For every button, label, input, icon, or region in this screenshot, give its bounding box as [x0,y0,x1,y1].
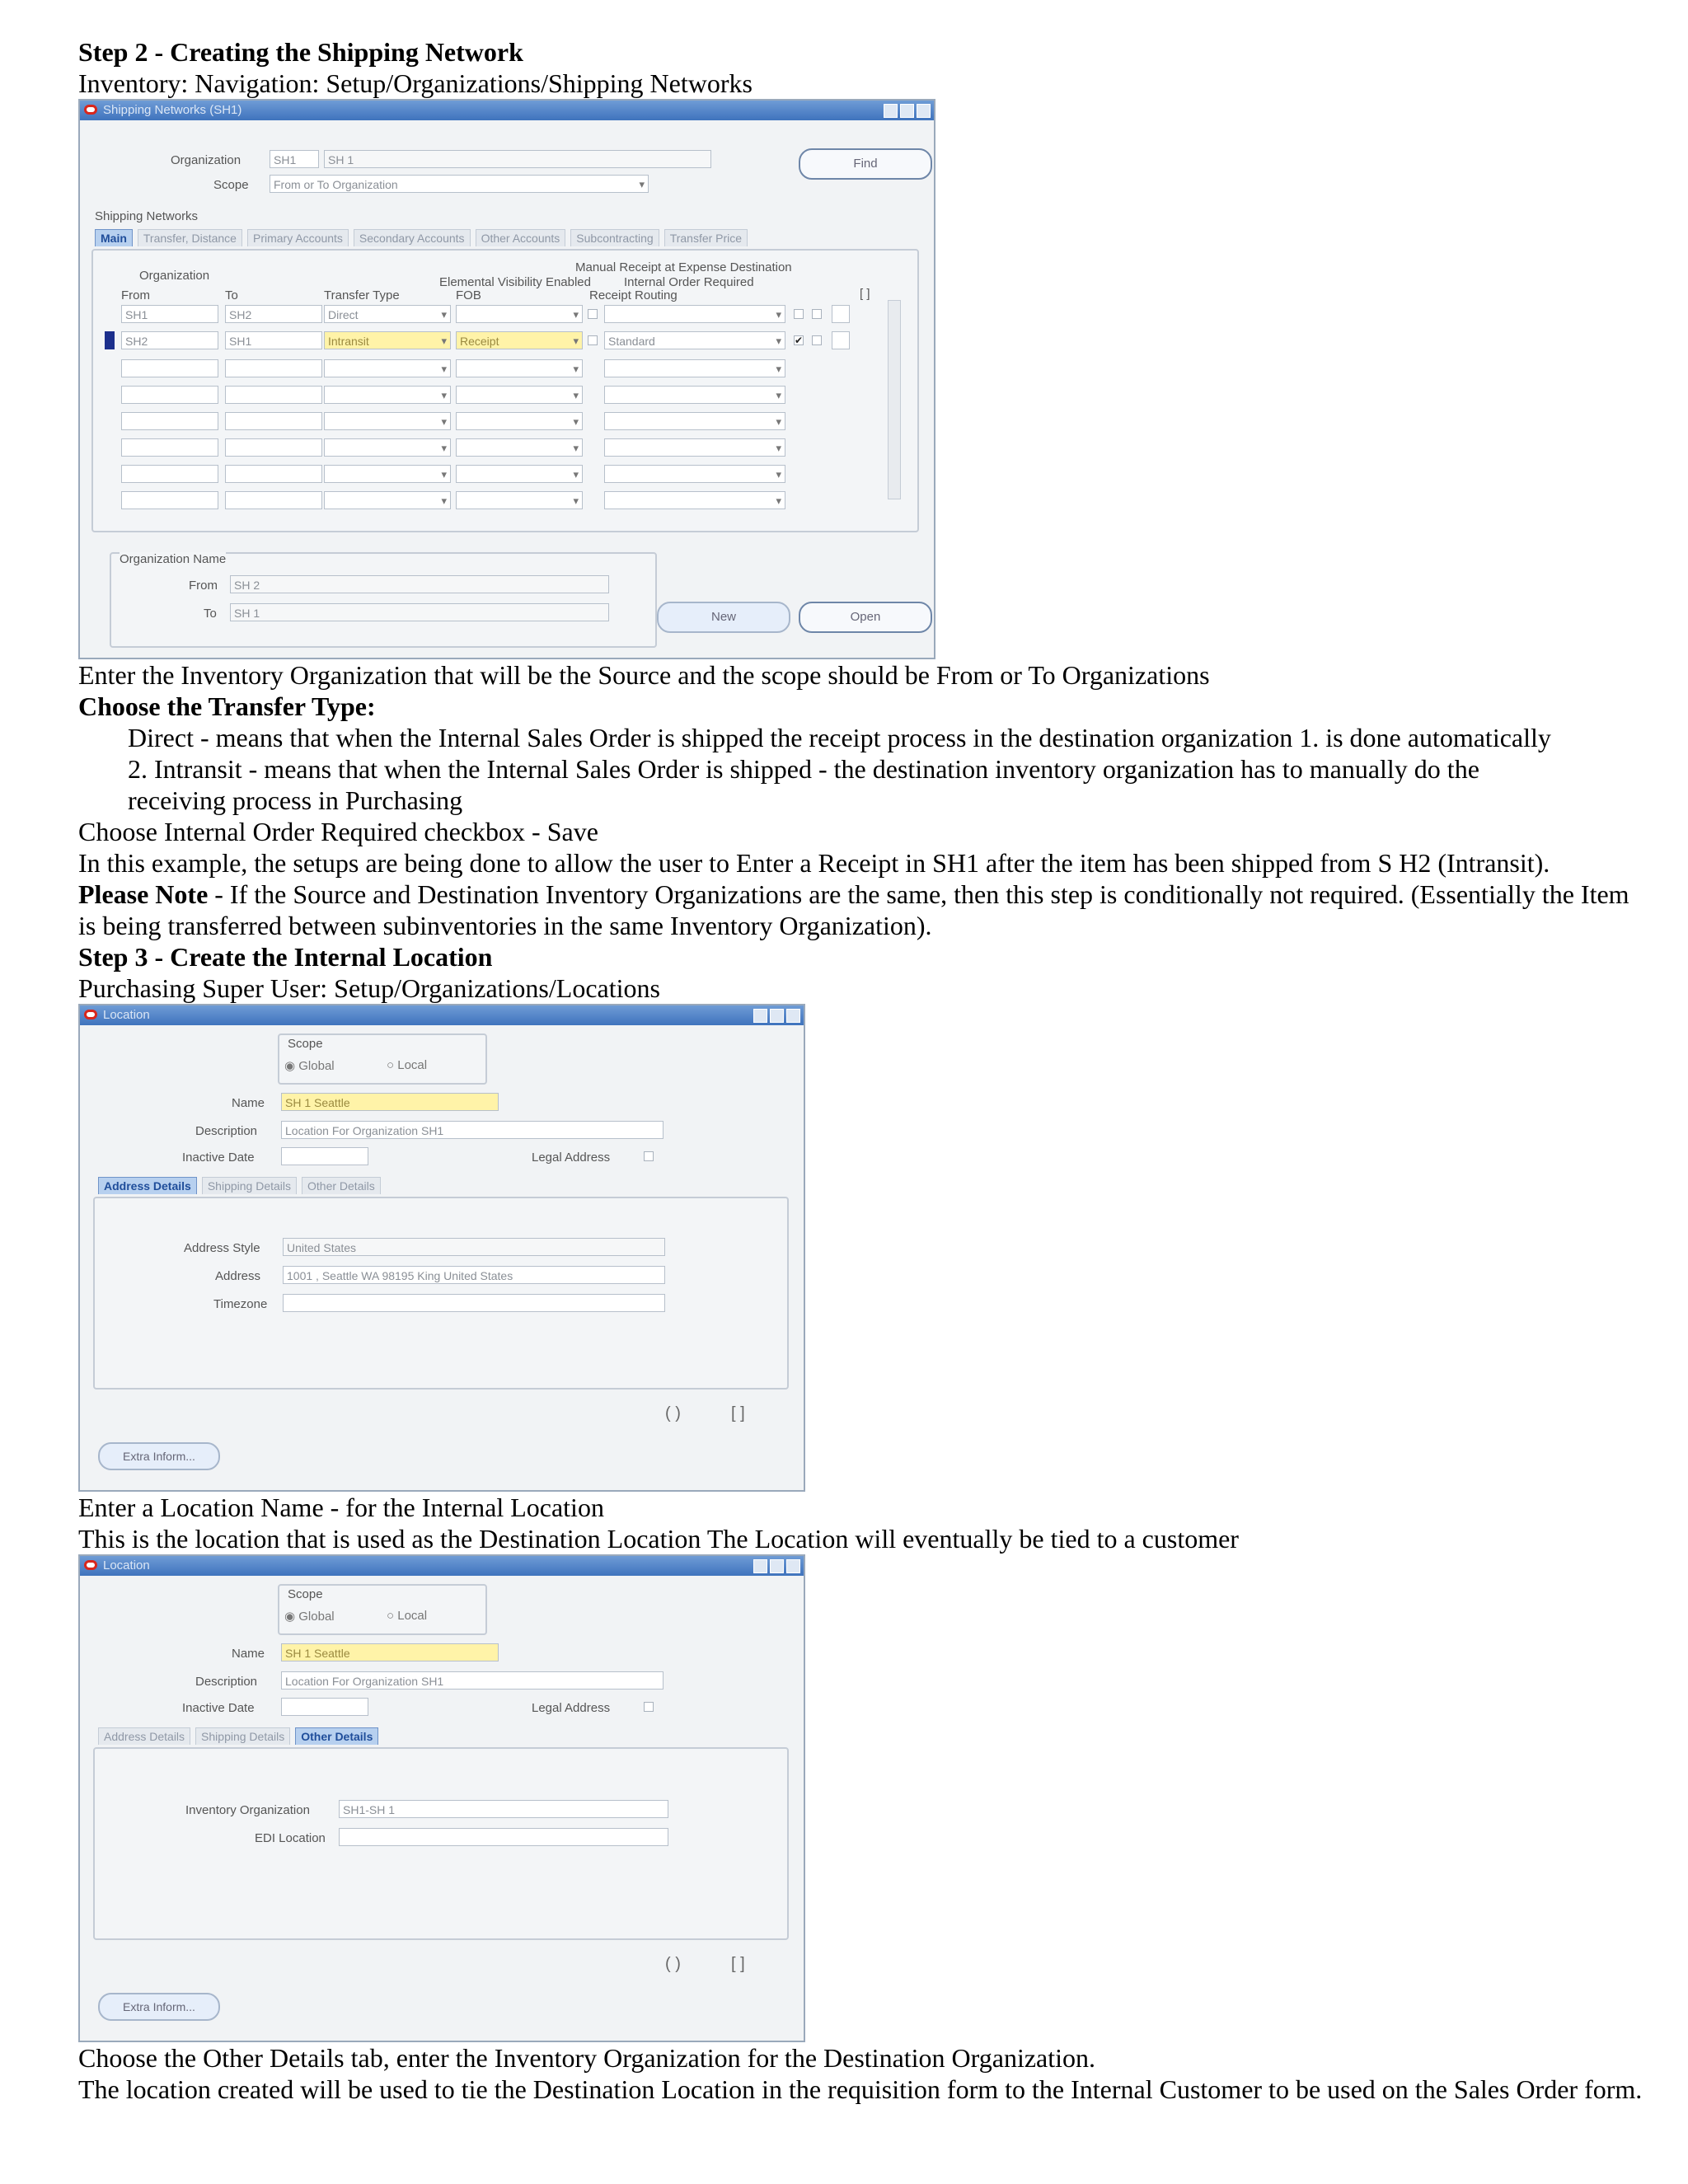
empty-cell[interactable] [456,412,583,430]
internal-order-header: Internal Order Required [624,275,754,289]
local-radio[interactable]: ○ Local [387,1609,428,1623]
name-field[interactable]: SH 1 Seattle [281,1093,499,1111]
address-style-label: Address Style [184,1241,260,1255]
window-title: Location [103,1008,150,1022]
step2-heading: Step 2 - Creating the Shipping Network [78,37,523,67]
choose-other-details-text: Choose the Other Details tab, enter the Inventory Organization for the Destination Organization. [78,2043,1096,2073]
step2-nav-path: Inventory: Navigation: Setup/Organizations/Shipping Networks [78,68,753,98]
legal-address-label: Legal Address [532,1151,611,1165]
intransit-explanation: 2. Intransit - means that when the Internal Sales Order is shipped - the destination inventory organization has to manually do the [128,754,1479,784]
close-icon[interactable] [786,1559,800,1573]
extra-info-button[interactable]: Extra Inform... [98,1993,220,2021]
row1-from[interactable]: SH1 [121,305,218,323]
row1-elemental-checkbox[interactable] [588,309,598,319]
from-org-name-field: SH 2 [230,575,609,593]
close-icon[interactable] [917,104,931,118]
new-button[interactable]: New [657,602,790,633]
scope-select[interactable]: From or To Organization ▾ [270,175,649,193]
local-label: Local [397,1609,428,1623]
scope-label: Scope [213,178,249,192]
address-field[interactable]: 1001 , Seattle WA 98195 King United States [283,1266,665,1284]
local-label: Local [397,1058,428,1072]
empty-cell[interactable] [604,359,785,377]
extra-info-button[interactable]: Extra Inform... [98,1442,220,1470]
tab-shipping-details[interactable]: Shipping Details [202,1177,297,1194]
main-tab-panel [91,249,919,532]
to-label: To [204,607,217,621]
row2-internal-order-checkbox[interactable] [812,335,822,345]
row1-dff[interactable] [832,305,850,323]
empty-cell[interactable] [604,412,785,430]
empty-cell[interactable] [324,412,451,430]
row2-to[interactable]: SH1 [225,331,322,349]
tab-transfer-distance[interactable]: Transfer, Distance [138,229,242,246]
scope-label: Scope [288,1037,323,1051]
global-radio[interactable]: ◉ Global [284,1610,335,1624]
maximize-icon[interactable] [770,1559,784,1573]
col-transfer-type-header: Transfer Type [324,288,400,302]
elemental-visibility-header: Elemental Visibility Enabled [439,275,591,289]
description-field[interactable]: Location For Organization SH1 [281,1671,663,1690]
flexfield-icon[interactable]: [ ] [731,1404,745,1422]
empty-cell[interactable] [456,386,583,404]
name-field[interactable]: SH 1 Seattle [281,1643,499,1661]
empty-cell[interactable] [604,438,785,457]
please-note-label: Please Note [78,879,209,909]
enter-location-name-text: Enter a Location Name - for the Internal Location [78,1493,604,1522]
tab-primary-accounts[interactable]: Primary Accounts [247,229,349,246]
attachment-icon[interactable]: ( ) [665,1955,681,1973]
tab-main[interactable]: Main [95,229,133,246]
col-from-header: From [121,288,150,302]
location-window-other [78,1554,805,2042]
empty-cell[interactable] [225,465,322,483]
global-label: Global [298,1059,335,1073]
scope-label: Scope [288,1587,323,1601]
address-details-panel [93,1197,789,1390]
destination-location-text: This is the location that is used as the Destination Location The Location will eventually be tied to a customer [78,1524,1239,1554]
please-note-paragraph [78,879,1648,941]
step3-heading: Step 3 - Create the Internal Location [78,942,493,972]
legal-address-checkbox[interactable] [644,1702,654,1712]
empty-cell[interactable] [121,465,218,483]
timezone-field[interactable] [283,1294,665,1312]
name-label: Name [232,1096,265,1110]
empty-cell[interactable] [324,491,451,509]
row1-internal-order-checkbox[interactable] [812,309,822,319]
row2-receipt-routing[interactable]: Standard ▾ [604,331,785,349]
scope-group [278,1033,487,1085]
document [78,36,1644,2105]
empty-cell[interactable] [456,438,583,457]
row1-manual-receipt-checkbox[interactable] [794,309,804,319]
organization-name-field: SH 1 [324,150,711,168]
empty-cell[interactable] [456,359,583,377]
organization-name-group [110,552,657,648]
global-label: Global [298,1610,335,1624]
row2-transfer-type[interactable]: Intransit ▾ [324,331,451,349]
legal-address-checkbox[interactable] [644,1151,654,1161]
find-button[interactable]: Find [799,148,932,180]
window-title: Location [103,1558,150,1572]
empty-cell[interactable] [121,386,218,404]
location-tabs [98,1727,378,1745]
open-button[interactable]: Open [799,602,932,633]
description-label: Description [195,1124,258,1138]
inactive-date-field[interactable] [281,1698,368,1716]
shipping-networks-window [78,99,935,659]
window-titlebar [80,1556,804,1576]
step3-nav-path: Purchasing Super User: Setup/Organizations/Locations [78,973,660,1003]
timezone-label: Timezone [213,1297,268,1311]
address-label: Address [215,1269,261,1283]
inventory-organization-label: Inventory Organization [185,1803,310,1817]
description-field[interactable]: Location For Organization SH1 [281,1121,663,1139]
flexfield-icon[interactable]: [ ] [731,1955,745,1973]
scope-group [278,1584,487,1635]
address-style-field: United States [283,1238,665,1256]
inactive-date-field[interactable] [281,1147,368,1165]
location-tabs [98,1177,381,1194]
to-org-name-field: SH 1 [230,603,609,621]
maximize-icon[interactable] [900,104,914,118]
from-label: From [189,579,218,593]
tab-address-details[interactable]: Address Details [98,1177,197,1194]
tab-address-details[interactable]: Address Details [98,1727,190,1745]
row1-transfer-type[interactable]: Direct ▾ [324,305,451,323]
empty-cell[interactable] [456,465,583,483]
vertical-scrollbar[interactable] [888,300,901,499]
window-titlebar [80,1005,804,1025]
global-radio[interactable]: ◉ Global [284,1059,335,1073]
row1-fob[interactable] [456,305,583,323]
row1-receipt-routing[interactable] [604,305,785,323]
empty-cell[interactable] [225,438,322,457]
organization-name-group-label: Organization Name [120,552,227,566]
paragraph-enter-org: Enter the Inventory Organization that will be the Source and the scope should be From or To Organizations [78,660,1210,690]
manual-receipt-header: Manual Receipt at Expense Destination [575,260,792,274]
tab-shipping-details[interactable]: Shipping Details [195,1727,290,1745]
tab-subcontracting[interactable]: Subcontracting [570,229,659,246]
empty-cell[interactable] [121,438,218,457]
tab-other-details[interactable]: Other Details [295,1727,378,1745]
empty-cell[interactable] [225,359,322,377]
example-paragraph: In this example, the setups are being done to allow the user to Enter a Receipt in SH1 after the item has been shipped from S H2 (Intransit). [78,848,1550,878]
empty-cell[interactable] [121,359,218,377]
edi-location-label: EDI Location [255,1831,326,1845]
edi-location-field[interactable] [339,1828,668,1846]
minimize-icon[interactable] [884,104,898,118]
empty-cell[interactable] [324,359,451,377]
location-tie-text: The location created will be used to tie the Destination Location in the requisition form to the Internal Customer to be used on the Sales Order form. [78,2074,1643,2104]
row2-dff[interactable] [832,331,850,349]
empty-cell[interactable] [456,491,583,509]
organization-code-field[interactable]: SH1 [270,150,319,168]
local-radio[interactable]: ○ Local [387,1058,428,1072]
empty-cell[interactable] [604,465,785,483]
legal-address-label: Legal Address [532,1701,611,1715]
intransit-explanation-continued: receiving process in Purchasing [128,785,463,815]
empty-cell[interactable] [121,412,218,430]
organization-label: Organization [171,153,241,167]
row2-manual-receipt-checkbox[interactable]: ✔ [795,335,804,346]
inventory-organization-field[interactable]: SH1-SH 1 [339,1800,668,1818]
empty-cell[interactable] [604,386,785,404]
row2-elemental-checkbox[interactable] [588,335,598,345]
col-bracket-header: [ ] [860,287,870,301]
inactive-date-label: Inactive Date [182,1701,255,1715]
row2-from[interactable]: SH2 [121,331,218,349]
minimize-icon[interactable] [753,1009,767,1023]
empty-cell[interactable] [225,491,322,509]
organization-group-label: Organization [139,269,210,283]
row1-to[interactable]: SH2 [225,305,322,323]
empty-cell[interactable] [121,491,218,509]
empty-cell[interactable] [324,438,451,457]
direct-explanation: Direct - means that when the Internal Sales Order is shipped the receipt process in the destination organization 1. is done automatically [128,723,1551,752]
tab-other-accounts[interactable]: Other Accounts [476,229,566,246]
tab-secondary-accounts[interactable]: Secondary Accounts [354,229,471,246]
description-label: Description [195,1675,258,1689]
empty-cell[interactable] [324,465,451,483]
transfer-type-heading: Choose the Transfer Type: [78,691,376,721]
col-receipt-routing-header: Receipt Routing [589,288,678,302]
maximize-icon[interactable] [770,1009,784,1023]
inactive-date-label: Inactive Date [182,1151,255,1165]
tab-other-details[interactable]: Other Details [302,1177,381,1194]
current-row-indicator [105,331,115,349]
tab-transfer-price[interactable]: Transfer Price [664,229,748,246]
window-title: Shipping Networks (SH1) [103,103,242,117]
row2-fob[interactable]: Receipt ▾ [456,331,583,349]
shipping-networks-label: Shipping Networks [95,209,199,223]
oracle-logo-icon [84,105,97,115]
please-note-text: - If the Source and Destination Inventory Organizations are the same, then this step is conditionally not required. (Essentially the Item is being transferred between subinventories in the same Inventory Organization). [78,879,1629,940]
col-to-header: To [225,288,238,302]
window-titlebar [80,101,934,120]
oracle-logo-icon [84,1560,97,1570]
close-icon[interactable] [786,1009,800,1023]
attachment-icon[interactable]: ( ) [665,1404,681,1422]
col-fob-header: FOB [456,288,481,302]
empty-cell[interactable] [324,386,451,404]
oracle-logo-icon [84,1010,97,1019]
empty-cell[interactable] [225,386,322,404]
choose-checkbox-instruction: Choose Internal Order Required checkbox - Save [78,817,598,846]
empty-cell[interactable] [604,491,785,509]
other-details-panel [93,1747,789,1940]
location-window-address [78,1004,805,1492]
empty-cell[interactable] [225,412,322,430]
shipping-tabs [95,229,748,246]
name-label: Name [232,1647,265,1661]
minimize-icon[interactable] [753,1559,767,1573]
